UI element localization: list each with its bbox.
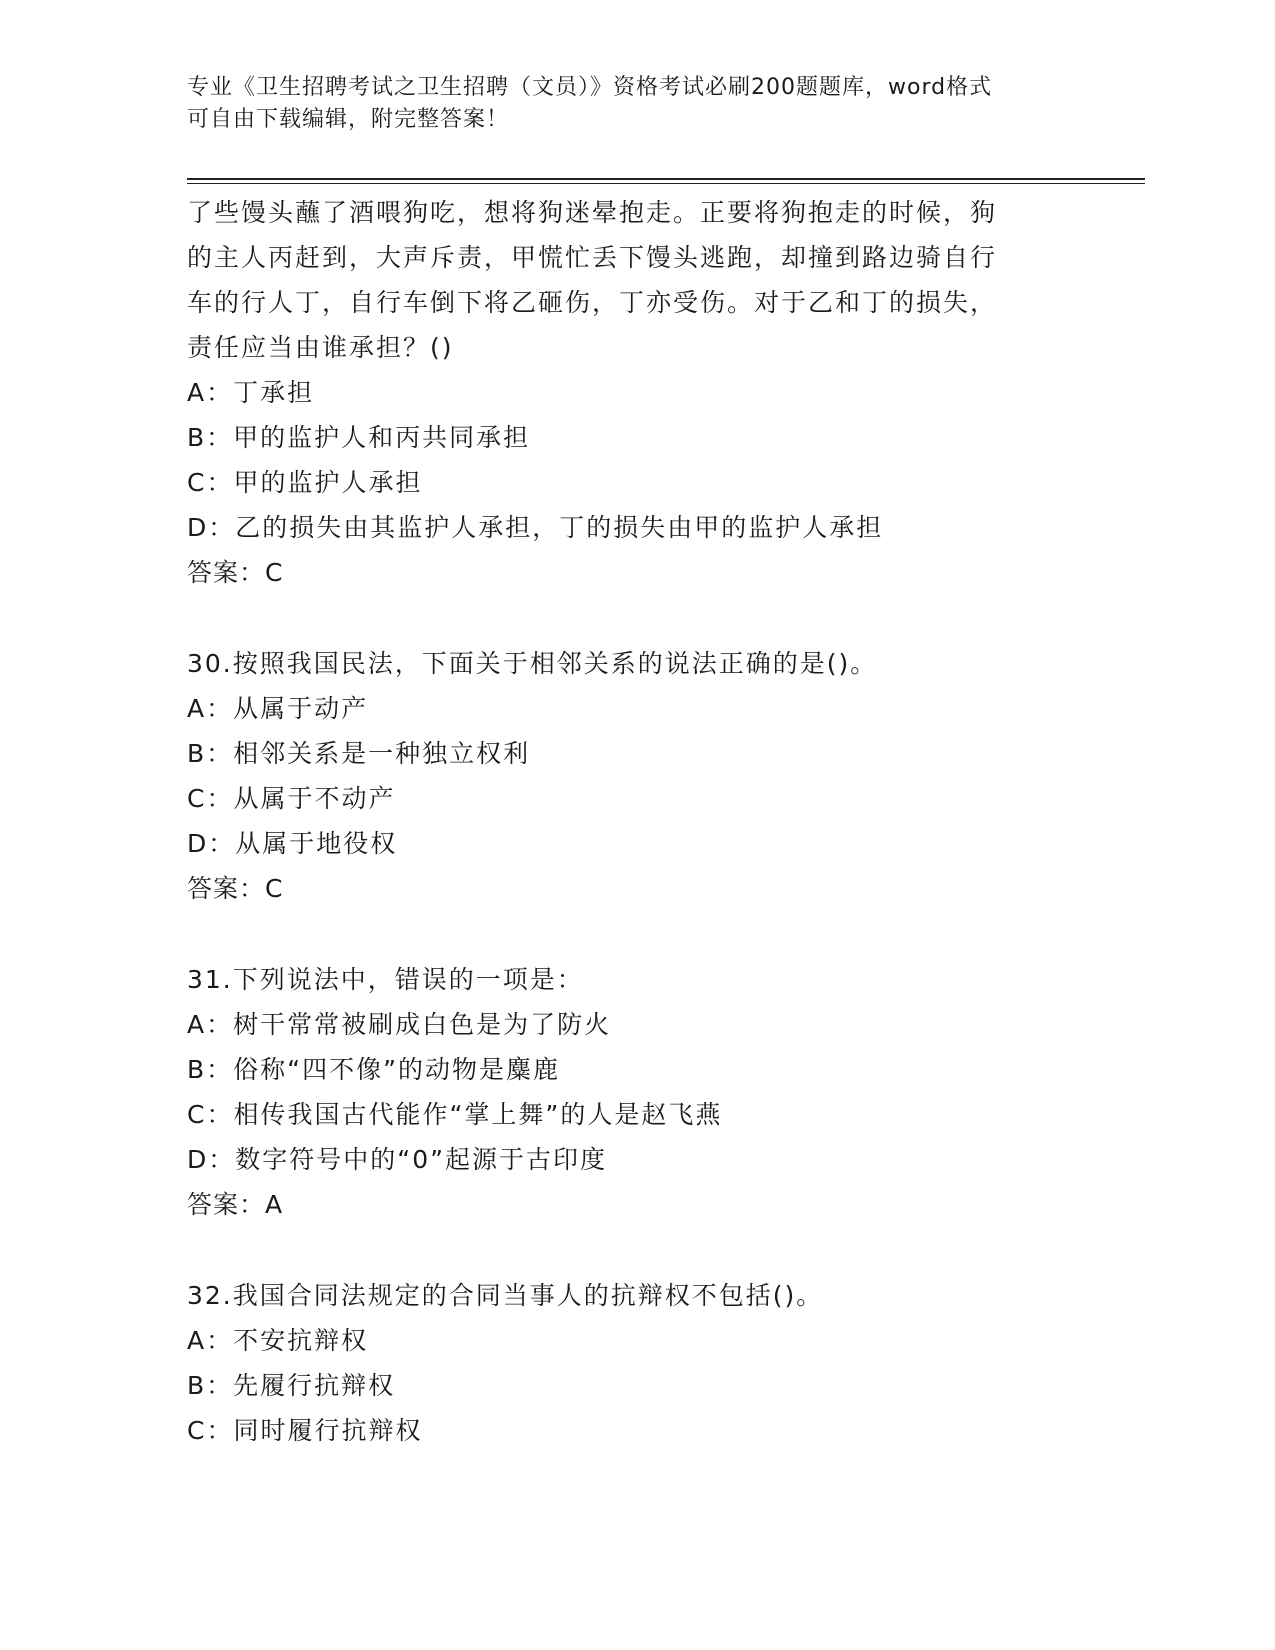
option-d: D：从属于地役权	[187, 829, 398, 858]
question-stem: 30.按照我国民法，下面关于相邻关系的说法正确的是()。	[187, 649, 878, 678]
spacer	[187, 1228, 1087, 1273]
option-c: C：同时履行抗辩权	[187, 1416, 423, 1445]
question-31	[187, 957, 1087, 1228]
option-c: C：相传我国古代能作“掌上舞”的人是赵飞燕	[187, 1100, 723, 1129]
document-header	[187, 72, 1067, 136]
answer-line: 答案：A	[187, 1190, 284, 1219]
option-a: A：从属于动产	[187, 694, 369, 723]
option-b: B：俗称“四不像”的动物是麋鹿	[187, 1055, 561, 1084]
option-a: A：不安抗辩权	[187, 1326, 369, 1355]
header-line-1: 专业《卫生招聘考试之卫生招聘（文员）》资格考试必刷200题题库，word格式	[187, 75, 993, 100]
question-32	[187, 1273, 1087, 1453]
question-stem-line: 的主人丙赶到，大声斥责，甲慌忙丢下馒头逃跑，却撞到路边骑自行	[187, 243, 998, 272]
answer-line: 答案：C	[187, 558, 284, 587]
option-a: A：丁承担	[187, 378, 315, 407]
question-stem: 31.下列说法中，错误的一项是：	[187, 965, 584, 994]
option-d: D：乙的损失由其监护人承担，丁的损失由甲的监护人承担	[187, 513, 884, 542]
spacer	[187, 596, 1087, 641]
header-divider-thin	[187, 183, 1145, 184]
option-c: C：甲的监护人承担	[187, 468, 423, 497]
option-b: B：相邻关系是一种独立权利	[187, 739, 531, 768]
answer-line: 答案：C	[187, 874, 284, 903]
option-b: B：甲的监护人和丙共同承担	[187, 423, 531, 452]
option-c: C：从属于不动产	[187, 784, 396, 813]
question-30	[187, 641, 1087, 912]
question-list	[187, 190, 1087, 1453]
question-stem-line: 责任应当由谁承担？()	[187, 333, 454, 362]
question-stem-line: 车的行人丁，自行车倒下将乙砸伤，丁亦受伤。对于乙和丁的损失，	[187, 288, 998, 317]
option-b: B：先履行抗辩权	[187, 1371, 396, 1400]
option-a: A：树干常常被刷成白色是为了防火	[187, 1010, 612, 1039]
header-divider-thick	[187, 178, 1145, 180]
option-d: D：数字符号中的“0”起源于古印度	[187, 1145, 608, 1174]
question-stem: 32.我国合同法规定的合同当事人的抗辩权不包括()。	[187, 1281, 824, 1310]
spacer	[187, 912, 1087, 957]
question-29	[187, 190, 1087, 596]
header-line-2: 可自由下载编辑，附完整答案！	[187, 107, 510, 132]
question-stem-line: 了些馒头蘸了酒喂狗吃，想将狗迷晕抱走。正要将狗抱走的时候，狗	[187, 198, 998, 227]
